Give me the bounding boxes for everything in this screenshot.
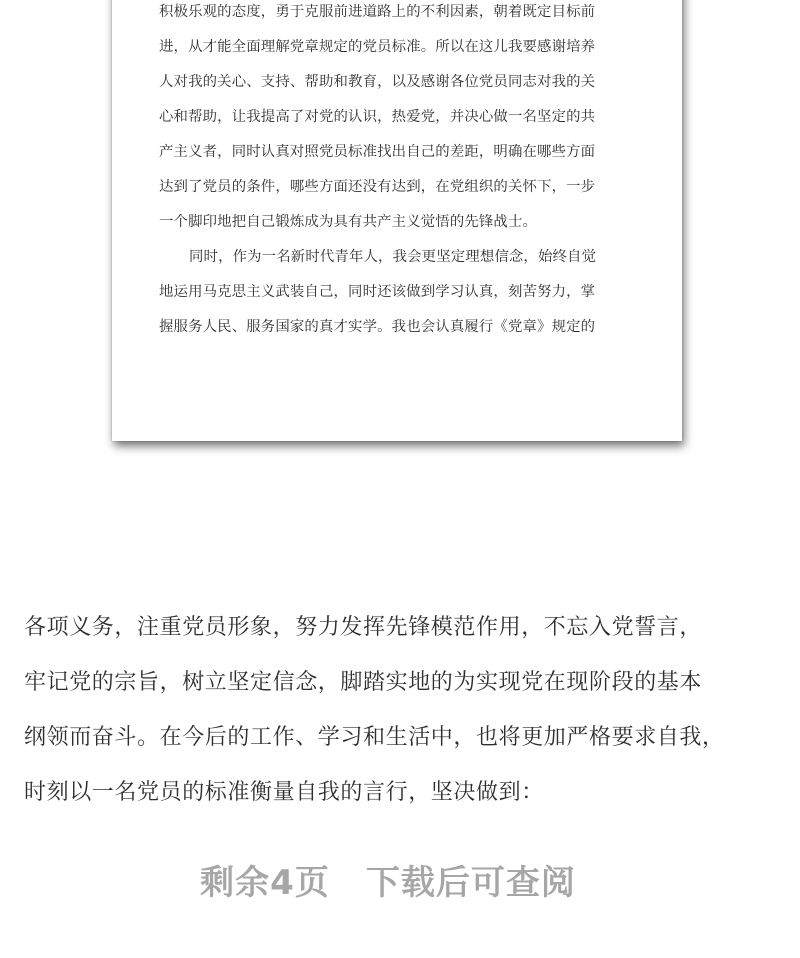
preview-line: 心和帮助，让我提高了对党的认识，热爱党，并决心做一名坚定的共 (159, 109, 596, 125)
continuation-line: 牢记党的宗旨，树立坚定信念，脚踏实地的为实现党在现阶段的基本 (24, 670, 703, 695)
preview-line: 握服务人民、服务国家的真才实学。我也会认真履行《党章》规定的 (159, 319, 596, 335)
preview-line: 人对我的关心、支持、帮助和教育，以及感谢各位党员同志对我的关 (159, 74, 596, 90)
remaining-pages-label: 剩余4页 (200, 863, 330, 903)
continuation-line: 时刻以一名党员的标准衡量自我的言行，坚决做到： (24, 780, 544, 805)
page-preview-text (159, 0, 639, 345)
document-page-preview (112, 0, 682, 441)
continuation-line: 纲领而奋斗。在今后的工作、学习和生活中，也将更加严格要求自我， (24, 725, 725, 750)
preview-line: 产主义者，同时认真对照党员标准找出自己的差距，明确在哪些方面 (159, 144, 596, 160)
preview-line: 一个脚印地把自己锻炼成为具有共产主义觉悟的先锋战士。 (159, 214, 538, 230)
preview-line: 同时，作为一名新时代青年人，我会更坚定理想信念，始终自觉 (189, 249, 597, 265)
download-notice[interactable] (0, 855, 776, 904)
preview-line: 达到了党员的条件，哪些方面还没有达到，在党组织的关怀下，一步 (159, 179, 596, 195)
continuation-line: 各项义务，注重党员形象，努力发挥先锋模范作用，不忘入党誓言， (24, 615, 703, 640)
download-to-view-label: 下载后可查阅 (365, 863, 576, 903)
preview-line: 地运用马克思主义武装自己，同时还该做到学习认真，刻苦努力，掌 (159, 284, 596, 300)
preview-line: 积极乐观的态度，勇于克服前进道路上的不利因素，朝着既定目标前 (159, 4, 596, 20)
preview-line: 进，从才能全面理解党章规定的党员标准。所以在这儿我要感谢培养 (159, 39, 596, 55)
continuation-text (24, 600, 800, 820)
